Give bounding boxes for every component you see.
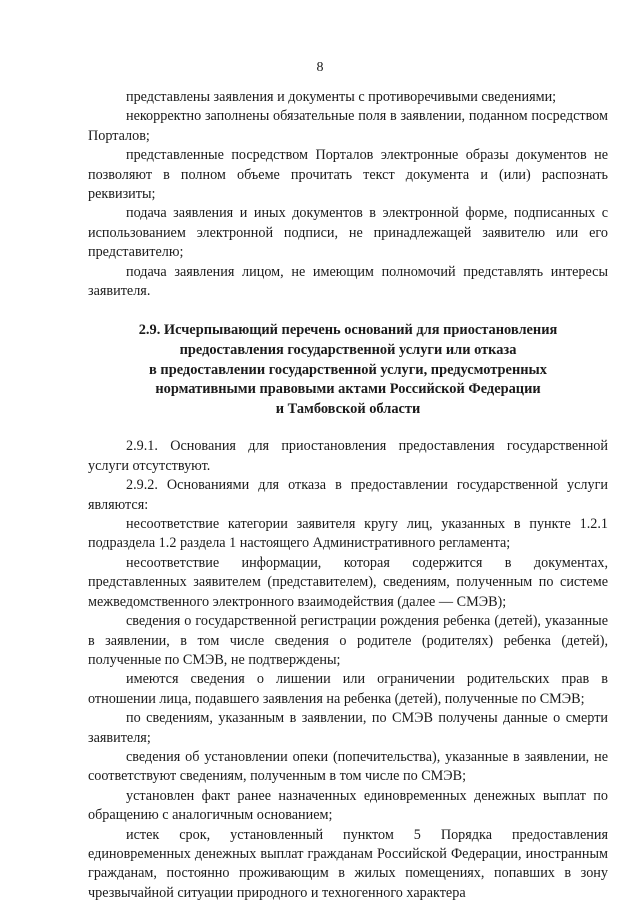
paragraph: установлен факт ранее назначенных единовременных денежных выплат по обращению с аналогичным основанием; xyxy=(88,787,608,824)
paragraph: 2.9.1. Основания для приостановления предоставления государственной услуги отсутствуют. xyxy=(88,438,608,474)
heading-line: 2.9. Исчерпывающий перечень оснований для приостановления xyxy=(138,322,558,339)
heading-line: в предоставлении государственной услуги, предусмотренных xyxy=(149,361,547,378)
paragraph: имеются сведения о лишении или ограничении родительских прав в отношении лица, подавшего заявления на ребенка (детей), полученные по СМЭВ; xyxy=(88,671,608,707)
paragraph: несоответствие категории заявителя кругу лиц, указанных в пункте 1.2.1 подраздела 1.2 раздела 1 настоящего Административного регламента; xyxy=(88,516,608,552)
paragraph: истек срок, установленный пунктом 5 Порядка предоставления единовременных денежных выплат гражданам Российской Федерации, иностранным гражданам, постоянно проживающим в жилых помещениях, попавших в зону чрезвычайной ситуации природного и техногенного характера xyxy=(88,826,608,901)
paragraph: по сведениям, указанным в заявлении, по СМЭВ получены данные о смерти заявителя; xyxy=(88,710,608,746)
heading-line: нормативными правовыми актами Российской Федерации xyxy=(155,381,541,398)
document-body xyxy=(88,88,608,903)
paragraph: сведения о государственной регистрации рождения ребенка (детей), указанные в заявлении, в том числе сведения о родителе (родителях) ребенка (детей), полученные по СМЭВ, не подтверждены; xyxy=(88,613,608,668)
paragraph: некорректно заполнены обязательные поля в заявлении, поданном посредством Порталов; xyxy=(88,108,608,144)
section-heading xyxy=(88,321,608,419)
paragraph: сведения об установлении опеки (попечительства), указанные в заявлении, не соответствуют сведениям, полученным в том числе по СМЭВ; xyxy=(88,748,608,785)
paragraph: 2.9.2. Основаниями для отказа в предоставлении государственной услуги являются: xyxy=(88,477,608,513)
paragraph: представлены заявления и документы с противоречивыми сведениями; xyxy=(126,89,557,105)
paragraph: подача заявления лицом, не имеющим полномочий представлять интересы заявителя. xyxy=(88,263,608,300)
paragraph: несоответствие информации, которая содержится в документах, представленных заявителем (представителем), сведениям, полученным по системе межведомственного электронного взаимодействия (далее — СМЭВ); xyxy=(88,554,608,610)
page-number: 8 xyxy=(316,60,324,75)
paragraph: подача заявления и иных документов в электронной форме, подписанных с использованием электронной подписи, не принадлежащей заявителю или его представителю; xyxy=(88,205,608,261)
heading-line: и Тамбовской области xyxy=(275,400,421,417)
paragraph: представленные посредством Порталов электронные образы документов не позволяют в полном объеме прочитать текст документа и (или) распознать реквизиты; xyxy=(88,147,608,203)
heading-line: предоставления государственной услуги или отказа xyxy=(179,342,517,359)
